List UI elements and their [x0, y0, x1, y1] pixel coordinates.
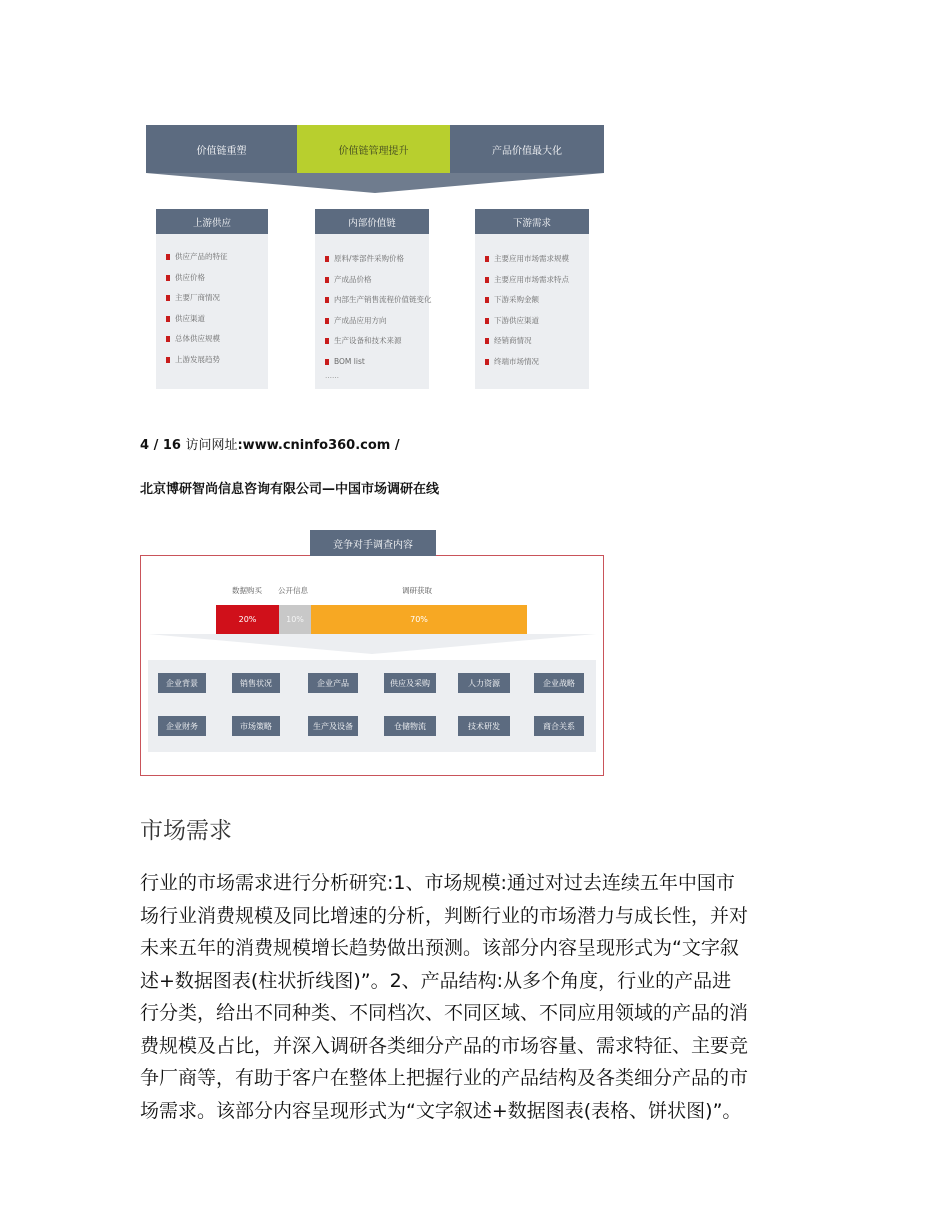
topic-tag: 企业战略	[534, 673, 584, 693]
list-item-text: 供应价格	[175, 272, 205, 282]
url-label: 访问网址	[185, 438, 238, 453]
competitor-research-figure	[140, 530, 604, 776]
paragraph-line: 争厂商等，有助于客户在整体上把握行业的产品结构及各类细分产品的市	[140, 1067, 749, 1089]
list-item	[325, 352, 432, 373]
topic-tag: 市场策略	[232, 716, 280, 736]
section-heading: 市场需求	[140, 818, 232, 844]
panel-upstream-title: 上游供应	[156, 209, 268, 234]
research-topics-grid	[148, 660, 596, 752]
list-item	[166, 268, 228, 289]
panel-internal-title: 内部价值链	[315, 209, 429, 234]
down-chevron-arrow	[140, 634, 604, 658]
list-item	[325, 331, 432, 352]
list-item	[166, 288, 228, 309]
chevron-shape	[148, 634, 596, 654]
list-item	[325, 249, 432, 270]
panel-upstream	[156, 209, 268, 389]
company-name: 北京博研智尚信息咨询有限公司—中国市场调研在线	[140, 482, 440, 497]
bar-label-research: 调研获取	[402, 586, 432, 595]
list-item-text: 下游采购金额	[494, 295, 539, 304]
figure-title: 竞争对手调查内容	[310, 530, 436, 556]
panel-downstream-list	[485, 249, 569, 372]
list-item-text: 终端市场情况	[494, 356, 539, 366]
paragraph-line: 未来五年的消费规模增长趋势做出预测。该部分内容呈现形式为“文字叙	[140, 937, 739, 959]
list-item-text: 产成品应用方向	[334, 315, 387, 325]
bullet-icon	[485, 338, 489, 344]
list-item	[485, 311, 569, 332]
list-item-text: 产成品价格	[334, 274, 372, 284]
bullet-icon	[166, 316, 170, 322]
bullet-icon	[325, 338, 329, 344]
page-number: 4 / 16	[140, 438, 186, 453]
topic-tag: 企业背景	[158, 673, 206, 693]
paragraph-line: 行分类，给出不同种类、不同档次、不同区域、不同应用领域的产品的消	[140, 1002, 749, 1024]
list-item-text: 经销商情况	[494, 336, 532, 345]
top-bar-cell-management: 价值链管理提升	[297, 125, 450, 173]
panel-downstream-title: 下游需求	[475, 209, 589, 234]
list-item-text: 供应产品的特征	[175, 252, 228, 261]
paragraph-line: 费规模及占比，并深入调研各类细分产品的市场容量、需求特征、主要竞	[140, 1034, 749, 1057]
list-item-text: 主要厂商情况	[175, 293, 220, 302]
list-item-text: 总体供应规模	[175, 334, 220, 343]
list-item	[166, 329, 228, 350]
list-item	[166, 247, 228, 268]
list-item-text: 主要应用市场需求规模	[494, 254, 569, 263]
url-link[interactable]: :www.cninfo360.com /	[237, 438, 400, 453]
ellipsis-text: ……	[325, 372, 339, 380]
paragraph-line: 场需求。该部分内容呈现形式为“文字叙述+数据图表(表格、饼状图)”。	[140, 1099, 742, 1122]
list-item-text: 主要应用市场需求特点	[494, 274, 569, 284]
panel-internal-list	[325, 249, 432, 372]
value-chain-top-bar	[146, 125, 604, 173]
panel-upstream-list	[166, 247, 228, 370]
bar-segment-public-info: 10%	[279, 605, 311, 634]
list-item	[485, 270, 569, 291]
top-bar-cell-maximize: 产品价值最大化	[450, 125, 604, 173]
topic-tag: 企业产品	[308, 673, 358, 693]
bullet-icon	[166, 254, 170, 260]
list-item	[166, 309, 228, 330]
topic-tag: 供应及采购	[384, 673, 436, 693]
page-number-line	[140, 434, 400, 453]
list-item-text: 下游供应渠道	[494, 315, 539, 325]
bullet-icon	[485, 256, 489, 262]
topic-tag: 仓储物流	[384, 716, 436, 736]
topic-tag: 销售状况	[232, 673, 280, 693]
paragraph-line: 述+数据图表(柱状折线图)”。2、产品结构:从多个角度，行业的产品进	[140, 969, 732, 992]
bar-segment-research: 70%	[311, 605, 527, 634]
list-item-text: BOM list	[334, 356, 365, 366]
list-item-text: 生产设备和技术来源	[334, 336, 402, 345]
section-paragraph	[140, 867, 820, 1127]
list-item	[325, 270, 432, 291]
bullet-icon	[166, 357, 170, 363]
list-item	[485, 290, 569, 311]
paragraph-line: 场行业消费规模及同比增速的分析，判断行业的市场潜力与成长性，并对	[140, 904, 749, 927]
chevron-shape	[146, 173, 604, 193]
panel-downstream	[475, 209, 589, 389]
topic-tag: 技术研发	[458, 716, 510, 736]
topic-tag: 企业财务	[158, 716, 206, 736]
value-chain-figure	[146, 125, 604, 395]
bullet-icon	[485, 359, 489, 365]
top-bar-cell-reshape: 价值链重塑	[146, 125, 297, 173]
topic-tag: 生产及设备	[308, 716, 358, 736]
bullet-icon	[166, 275, 170, 281]
list-item	[485, 249, 569, 270]
bullet-icon	[166, 295, 170, 301]
bullet-icon	[485, 297, 489, 303]
panel-internal	[315, 209, 432, 389]
bullet-icon	[325, 318, 329, 324]
bullet-icon	[485, 318, 489, 324]
bullet-icon	[325, 297, 329, 303]
bullet-icon	[325, 256, 329, 262]
bullet-icon	[485, 277, 489, 283]
bar-segment-data-purchase: 20%	[216, 605, 279, 634]
list-item	[485, 352, 569, 373]
list-item	[485, 331, 569, 352]
bar-label-data-purchase: 数据购买	[232, 586, 262, 595]
list-item-text: 上游发展趋势	[175, 354, 220, 364]
bar-label-public-info: 公开信息	[278, 586, 308, 595]
paragraph-line: 行业的市场需求进行分析研究:1、市场规模:通过对过去连续五年中国市	[140, 872, 735, 894]
list-item	[325, 311, 432, 332]
list-item-text: 内部生产销售流程价值链变化	[334, 295, 432, 304]
bullet-icon	[325, 359, 329, 365]
topic-tag: 商合关系	[534, 716, 584, 736]
bullet-icon	[325, 277, 329, 283]
list-item-text: 供应渠道	[175, 313, 205, 323]
topic-tag: 人力资源	[458, 673, 510, 693]
list-item	[325, 290, 432, 311]
down-chevron-arrow	[146, 173, 604, 195]
bullet-icon	[166, 336, 170, 342]
list-item-text: 原料/零部件采购价格	[334, 254, 405, 263]
list-item	[166, 350, 228, 371]
